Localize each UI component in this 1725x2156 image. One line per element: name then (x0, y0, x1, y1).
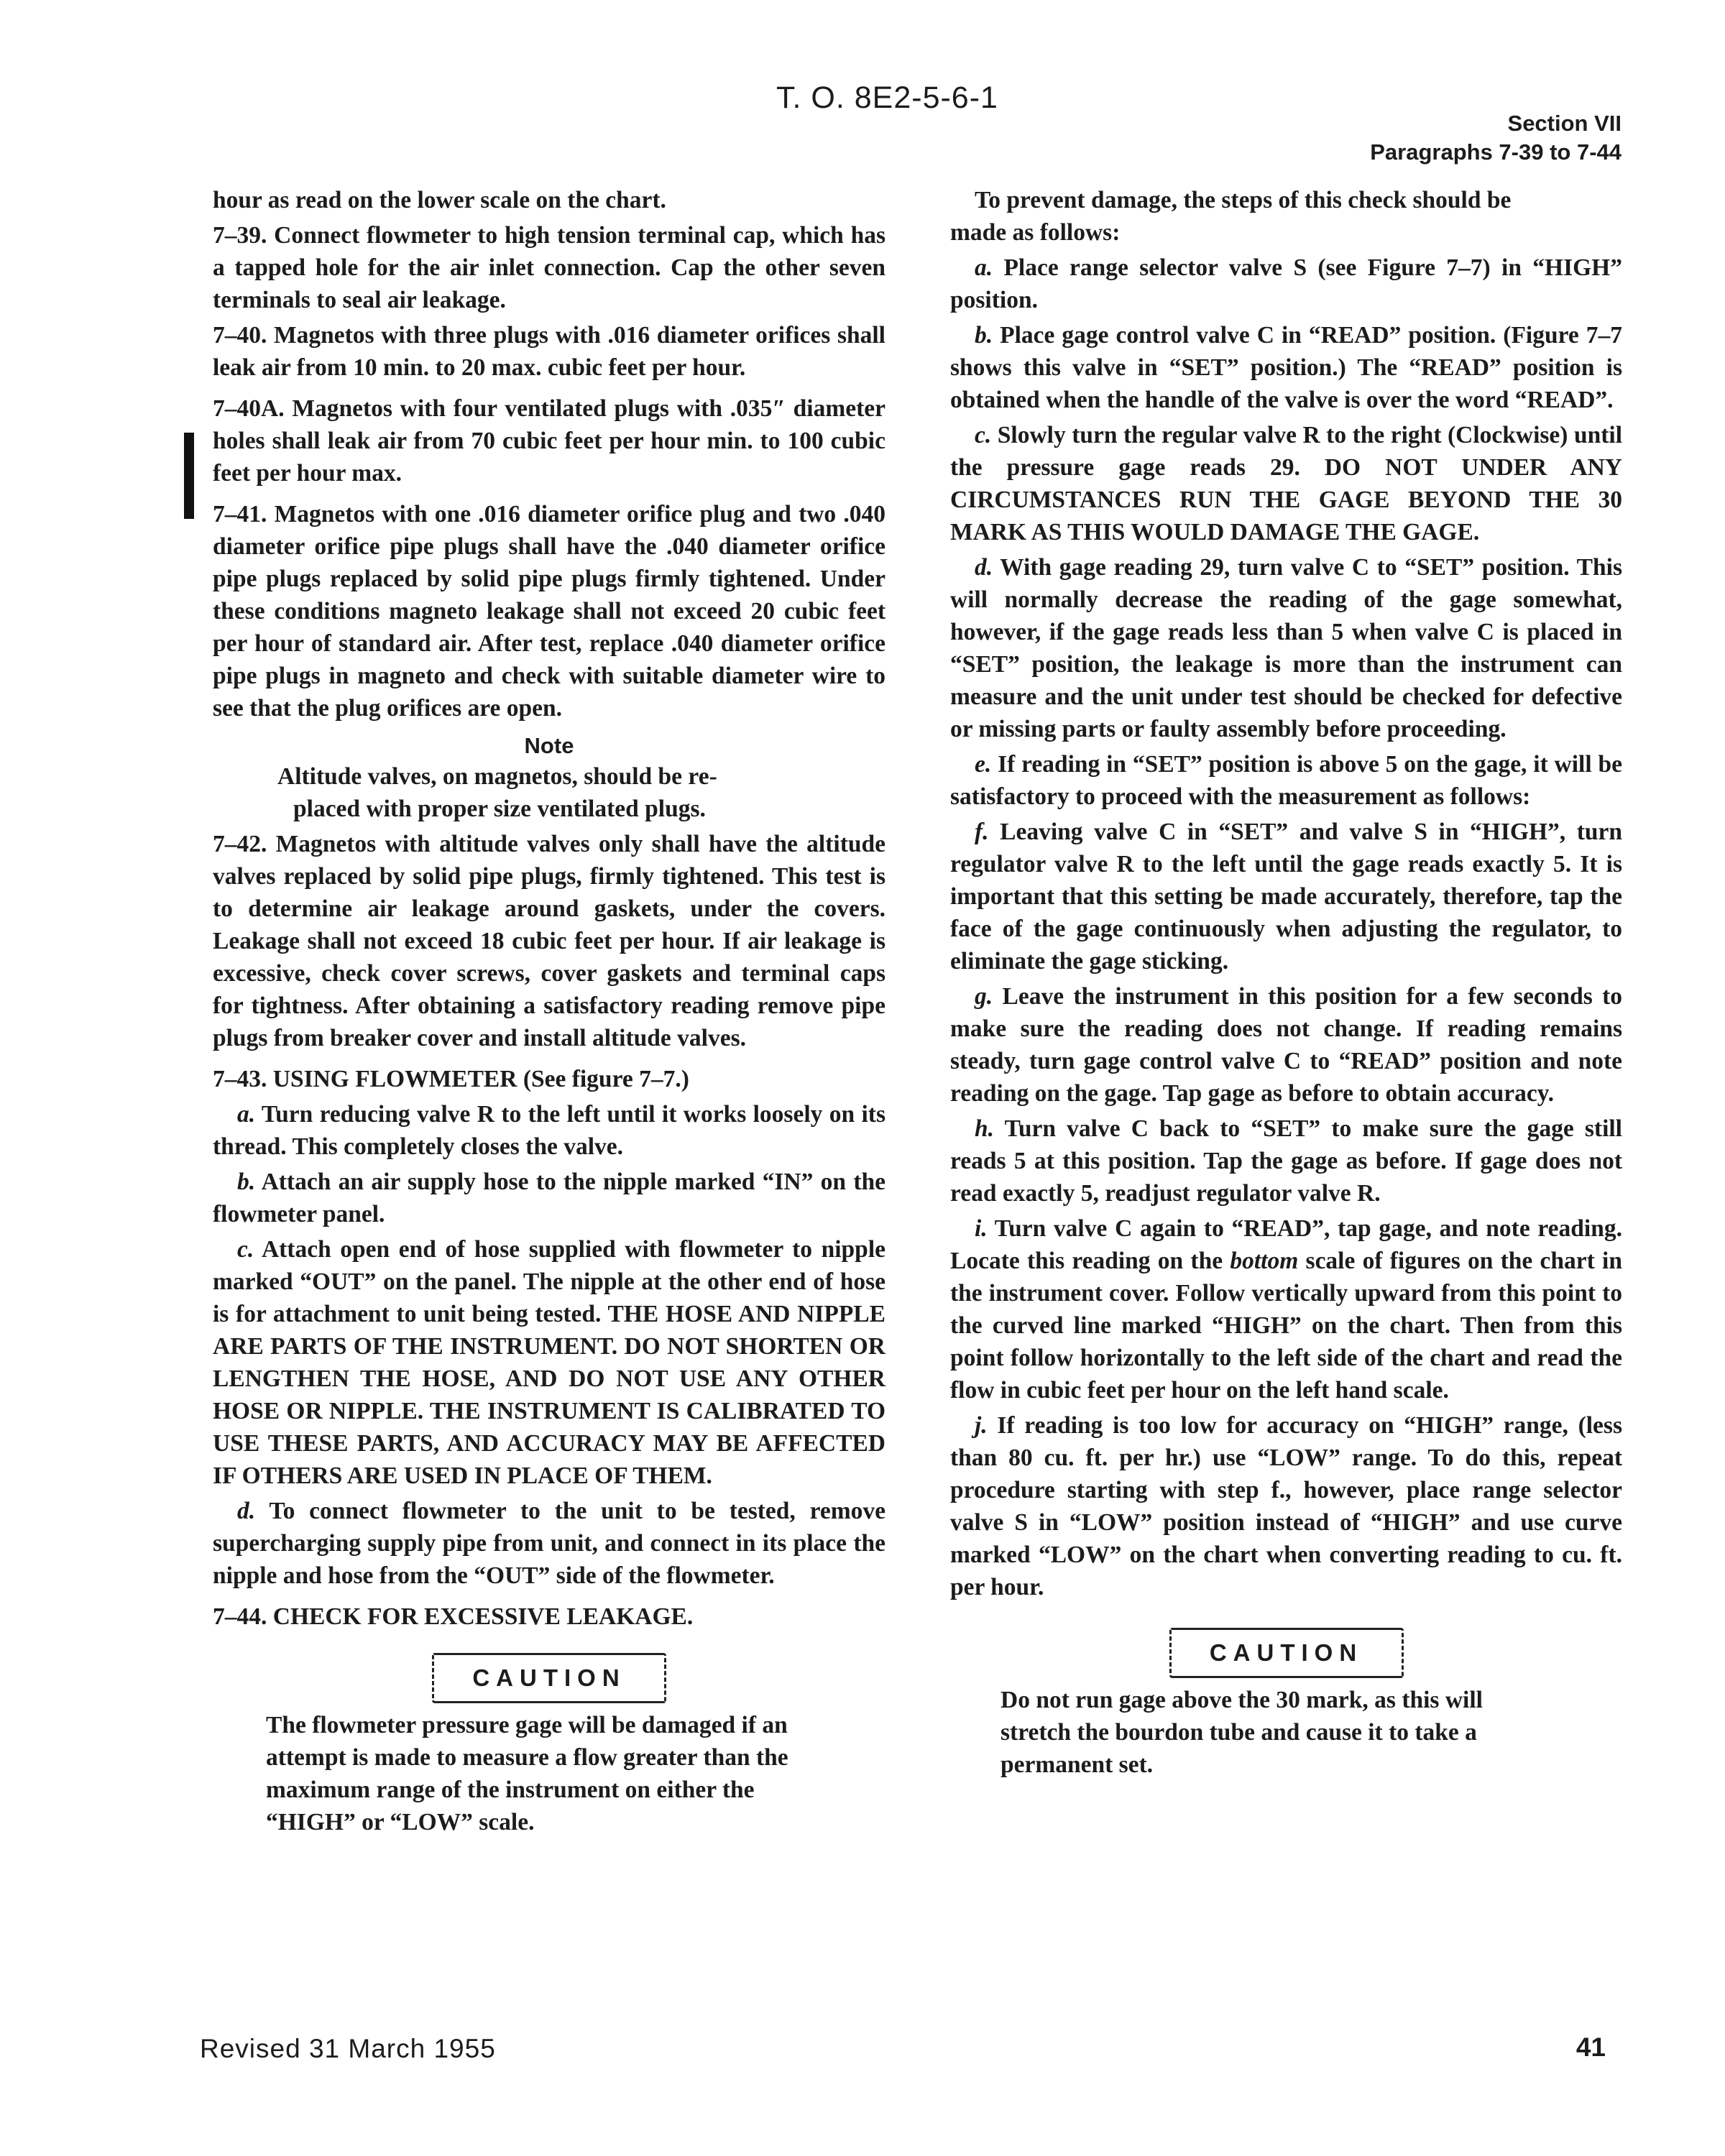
step-text: Attach an air supply hose to the nipple marked “IN” on the flowmeter panel. (213, 1169, 886, 1227)
step-j (950, 1409, 1622, 1603)
step-letter: d. (975, 554, 993, 581)
step-text: Place range selector valve S (see Figure 7–7) in “HIGH” position. (950, 254, 1622, 313)
step-c (950, 419, 1622, 548)
step-text: Leaving valve C in “SET” and valve S in “HIGH”, turn regulator valve R to the left until the gage reads exactly 5. It is important that this setting be made accurately, therefore, tap the face of the gage continuously when adjusting the regulator, to eliminate the gage sticking. (950, 819, 1622, 975)
step-f (950, 816, 1622, 977)
document-number: T. O. 8E2-5-6-1 (776, 80, 998, 115)
step-letter: e. (975, 751, 992, 778)
note-body (213, 760, 886, 825)
paragraph-7-44-heading: 7–44. CHECK FOR EXCESSIVE LEAKAGE. (213, 1603, 694, 1630)
step-letter: c. (237, 1236, 254, 1263)
step-letter: f. (975, 819, 989, 845)
step-letter: i. (975, 1215, 988, 1242)
step-b (950, 319, 1622, 416)
step-letter: b. (237, 1169, 256, 1195)
step-text: To connect flowmeter to the unit to be tested, remove supercharging supply pipe from unit, and connect in its place the nipple and hose from the “OUT” side of the flowmeter. (213, 1498, 886, 1589)
paragraph-7-40a: 7–40A. Magnetos with four ventilated plugs with .035″ diameter holes shall leak air from 70 cubic feet per hour min. to 100 cubic feet per hour max. (213, 395, 886, 487)
paragraph-range: Paragraphs 7-39 to 7-44 (1370, 139, 1622, 165)
step-text: If reading in “SET” position is above 5 on the gage, it will be satisfactory to proceed with the measurement as follows: (950, 751, 1622, 810)
page-number: 41 (1576, 2032, 1606, 2062)
paragraph-7-43-heading: 7–43. USING FLOWMETER (See figure 7–7.) (213, 1066, 689, 1092)
section-header (1370, 109, 1622, 167)
revision-date: Revised 31 March 1955 (200, 2034, 496, 2063)
step-7-43-b (213, 1166, 886, 1230)
step-letter: j. (975, 1412, 988, 1439)
paragraph-7-42: 7–42. Magnetos with altitude valves only shall have the altitude valves replaced by solid pipe plugs, firmly tightened. This test is to determine air leakage around gaskets, under the covers. Leakage shall not exceed 18 cubic feet per hour. If air leakage is excessive, check cover screws, cover gaskets and terminal caps for tightness. After obtaining a satisfactory reading remove pipe plugs from breaker cover and install altitude valves. (213, 831, 886, 1051)
check-intro: To prevent damage, the steps of this check should be made as follows: (950, 187, 1512, 246)
note-line-2: placed with proper size ventilated plugs. (293, 796, 706, 822)
step-a (950, 252, 1622, 316)
step-g (950, 980, 1622, 1110)
revision-change-bar (184, 433, 194, 519)
step-text: scale of figures on the chart in the instrument cover. Follow vertically upward from this point to the curved line marked “HIGH” on the chart. Then from this point follow horizontally to the left side of the chart and read the flow in cubic feet per hour on the left hand scale. (950, 1248, 1622, 1404)
step-letter: a. (975, 254, 993, 281)
step-text: Slowly turn the regular valve R to the right (Clockwise) until the pressure gage reads 29. DO NOT UNDER ANY CIRCUMSTANCES RUN THE GAGE BEYOND THE 30 MARK AS THIS WOULD DAMAGE THE GAGE. (950, 422, 1622, 545)
step-text: If reading is too low for accuracy on “HIGH” range, (less than 80 cu. ft. per hr.) use “LOW” range. To do this, repeat procedure starting with step f., however, place range selector valve S in “LOW” position instead of “HIGH” and use curve marked “LOW” on the chart when converting reading to cu. ft. per hour. (950, 1412, 1622, 1600)
step-text: Place gage control valve C in “READ” position. (Figure 7–7 shows this valve in “SET” position.) The “READ” position is obtained when the handle of the valve is over the word “READ”. (950, 322, 1622, 413)
step-letter: g. (975, 983, 993, 1010)
step-7-43-a (213, 1098, 886, 1163)
step-text: Turn valve C back to “SET” to make sure the gage still reads 5 at this position. Tap the gage as before. If gage does not read exactly 5, readjust regulator valve R. (950, 1115, 1622, 1207)
left-column (213, 184, 886, 1838)
paragraph-7-41: 7–41. Magnetos with one .016 diameter orifice plug and two .040 diameter orifice pipe plugs shall have the .040 diameter orifice pipe plugs replaced by solid pipe plugs firmly tightened. Under these conditions magneto leakage shall not exceed 20 cubic feet per hour of standard air. After test, replace .040 diameter orifice pipe plugs in magneto and check with suitable diameter wire to see that the plug orifices are open. (213, 501, 886, 722)
caution-label-box: CAUTION (432, 1653, 666, 1703)
step-letter: a. (237, 1101, 256, 1128)
step-text: Turn valve C again to “READ”, tap gage, and note reading. Locate this reading on the (950, 1215, 1622, 1274)
note-line-1: Altitude valves, on magnetos, should be re- (277, 763, 717, 790)
step-letter: b. (975, 322, 993, 349)
section-label: Section VII (1507, 111, 1622, 136)
caution-text: Do not run gage above the 30 mark, as this will stretch the bourdon tube and cause it to take a permanent set. (1000, 1687, 1483, 1778)
paragraph-7-39: 7–39. Connect flowmeter to high tension terminal cap, which has a tapped hole for the air inlet connection. Cap the other seven terminals to seal air leakage. (213, 222, 886, 313)
right-column (950, 184, 1622, 1781)
step-7-43-d (213, 1495, 886, 1592)
paragraph-continuation: hour as read on the lower scale on the chart. (213, 187, 666, 213)
step-text: With gage reading 29, turn valve C to “SET” position. This will normally decrease the reading of the gage somewhat, however, if the gage reads less than 5 when valve C is placed in “SET” position, the leakage is more than the instrument can measure and the unit under test should be checked for defective or missing parts or faulty assembly before proceeding. (950, 554, 1622, 742)
paragraph-7-40: 7–40. Magnetos with three plugs with .016 diameter orifices shall leak air from 10 min. to 20 max. cubic feet per hour. (213, 322, 886, 381)
step-i (950, 1212, 1622, 1406)
step-text: Turn reducing valve R to the left until it works loosely on its thread. This completely closes the valve. (213, 1101, 886, 1160)
step-h (950, 1112, 1622, 1210)
step-7-43-c (213, 1233, 886, 1492)
step-letter: d. (237, 1498, 256, 1524)
note-title: Note (524, 733, 574, 758)
step-d (950, 551, 1622, 745)
step-text: Leave the instrument in this position for a few seconds to make sure the reading does not change. If reading remains steady, turn gage control valve C to “READ” position and note reading on the gage. Tap gage as before to obtain accuracy. (950, 983, 1622, 1107)
step-e (950, 748, 1622, 813)
emphasis-bottom: bottom (1230, 1248, 1299, 1274)
step-letter: h. (975, 1115, 995, 1142)
caution-label-box: CAUTION (1169, 1628, 1404, 1678)
step-letter: c. (975, 422, 992, 448)
step-text: Attach open end of hose supplied with flowmeter to nipple marked “OUT” on the panel. The nipple at the other end of hose is for attachment to unit being tested. THE HOSE AND NIPPLE ARE PARTS OF THE INSTRUMENT. DO NOT SHORTEN OR LENGTHEN THE HOSE, AND DO NOT USE ANY OTHER HOSE OR NIPPLE. THE INSTRUMENT IS CALIBRATED TO USE THESE PARTS, AND ACCURACY MAY BE AFFECTED IF OTHERS ARE USED IN PLACE OF THEM. (213, 1236, 886, 1489)
caution-text: The flowmeter pressure gage will be damaged if an attempt is made to measure a flow greater than the maximum range of the instrument on either the “HIGH” or “LOW” scale. (266, 1712, 788, 1835)
